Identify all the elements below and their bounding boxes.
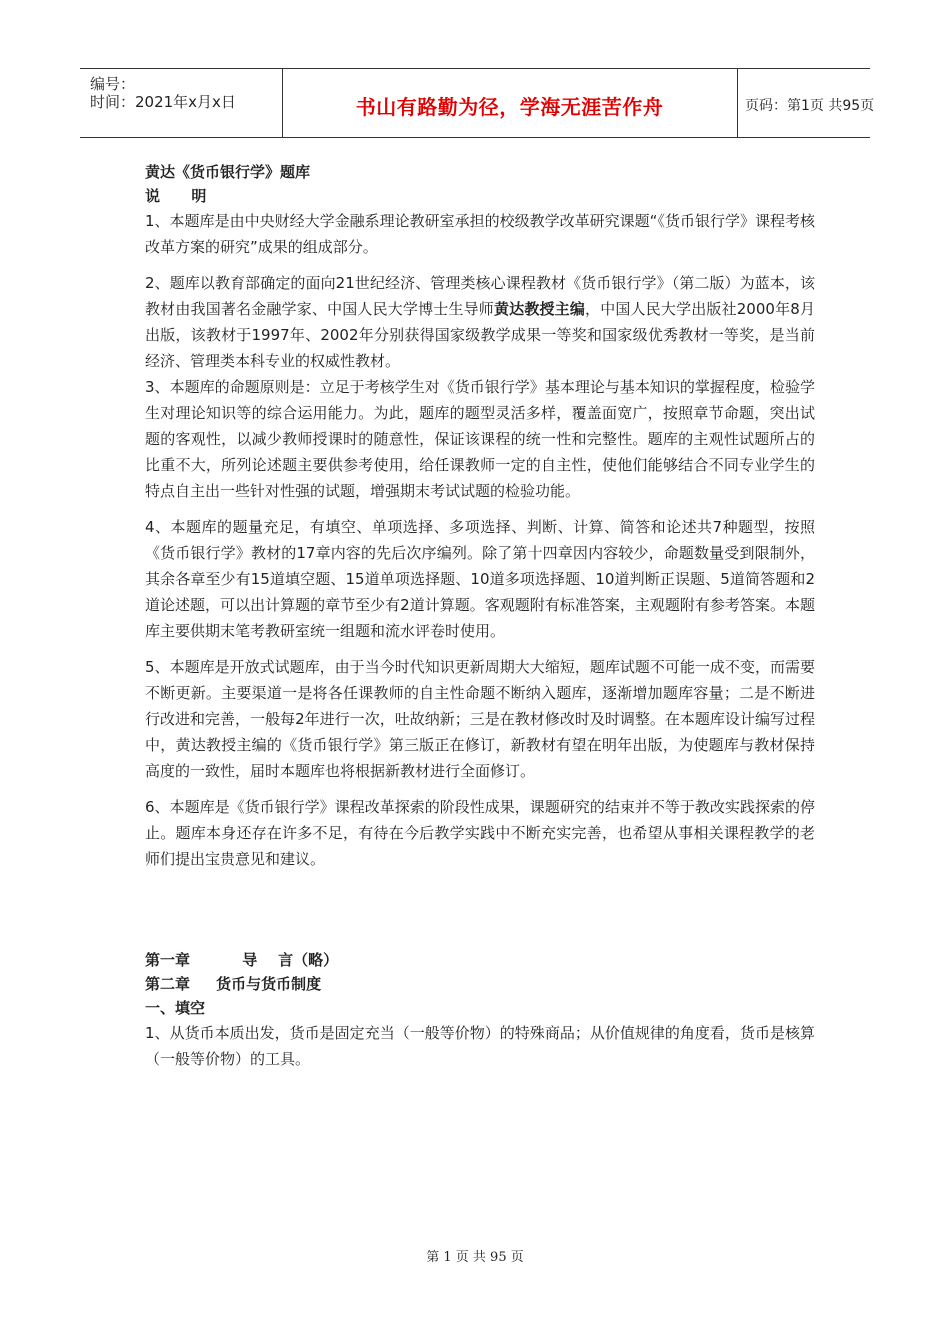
header-table: [80, 68, 875, 138]
time-label: 时间：2021年x月x日: [90, 93, 236, 111]
paragraph-6: 6、本题库是《货币银行学》课程改革探索的阶段性成果，课题研究的结束并不等于教改实践探索的停止。题库本身还存在许多不足，有待在今后教学实践中不断充实完善，也希望从事相关课程教学的老师们提出宝贵意见和建议。: [145, 798, 815, 868]
page-info: 页码：第1页 共95页: [745, 98, 875, 114]
paragraph-2-part-a: 2、题库以教育部确定的面向21世纪经济、管理类核心课程教材《货币银行学》（第二版）为蓝本，该教材由我国著名金融学家、中国人民大学博士生导师: [145, 274, 815, 318]
section-fill-blank-heading: 一、填空: [145, 999, 206, 1017]
header-left-cell: [80, 69, 283, 137]
page-footer: 第 1 页 共 95 页: [426, 1250, 524, 1265]
chapter-2-heading: 第二章 货币与货币制度: [145, 975, 322, 993]
paragraph-2: [145, 270, 815, 374]
motto: 书山有路勤为径，学海无涯苦作舟: [355, 94, 664, 119]
doc-title: 黄达《货币银行学》题库: [145, 163, 311, 181]
paragraph-2-part-b: ，中国人民大学出版社2000年8月出版，该教材于1997年、2002年分别获得国家级教学成果一等奖和国家级优秀教材一等奖，是当前经济、管理类本科专业的权威性教材。: [145, 300, 815, 370]
question-1: 1、从货币本质出发，货币是固定充当（一般等价物）的特殊商品；从价值规律的角度看，货币是核算（一般等价物）的工具。: [145, 1024, 815, 1068]
doc-subtitle: 说 明: [145, 187, 207, 205]
header-motto-cell: [282, 69, 738, 137]
paragraph-3: 3、本题库的命题原则是：立足于考核学生对《货币银行学》基本理论与基本知识的掌握程度，检验学生对理论知识等的综合运用能力。为此，题库的题型灵活多样，覆盖面宽广，按照章节命题，突出试题的客观性，以减少教师授课时的随意性，保证该课程的统一性和完整性。题库的主观性试题所占的比重不大，所列论述题主要供参考使用，给任课教师一定的自主性，使他们能够结合不同专业学生的特点自主出一些针对性强的试题，增强期末考试试题的检验功能。: [145, 378, 815, 500]
paragraph-4: 4、本题库的题量充足，有填空、单项选择、多项选择、判断、计算、简答和论述共7种题型，按照《货币银行学》教材的17章内容的先后次序编列。除了第十四章因内容较少，命题数量受到限制外，其余各章至少有15道填空题、15道单项选择题、10道多项选择题、10道判断正误题、5道简答题和2道论述题，可以出计算题的章节至少有2道计算题。客观题附有标准答案，主观题附有参考答案。本题库主要供期末笔考教研室统一组题和流水评卷时使用。: [145, 518, 815, 640]
paragraph-2-bold: 黄达教授主编: [493, 300, 586, 318]
header-page-cell: [737, 69, 875, 137]
paragraph-5: 5、本题库是开放式试题库，由于当今时代知识更新周期大大缩短，题库试题不可能一成不变，而需要不断更新。主要渠道一是将各任课教师的自主性命题不断纳入题库，逐渐增加题库容量；二是不断进行改进和完善，一般每2年进行一次，吐故纳新；三是在教材修改时及时调整。在本题库设计编写过程中，黄达教授主编的《货币银行学》第三版正在修订，新教材有望在明年出版，为使题库与教材保持高度的一致性，届时本题库也将根据新教材进行全面修订。: [145, 658, 815, 780]
document-body: [145, 160, 815, 1072]
number-label: 编号：: [90, 75, 136, 93]
paragraph-1: 1、本题库是由中央财经大学金融系理论教研室承担的校级教学改革研究课题“《货币银行学》课程考核改革方案的研究”成果的组成部分。: [145, 212, 815, 256]
chapter-1-heading: 第一章 导 言（略）: [145, 951, 339, 969]
